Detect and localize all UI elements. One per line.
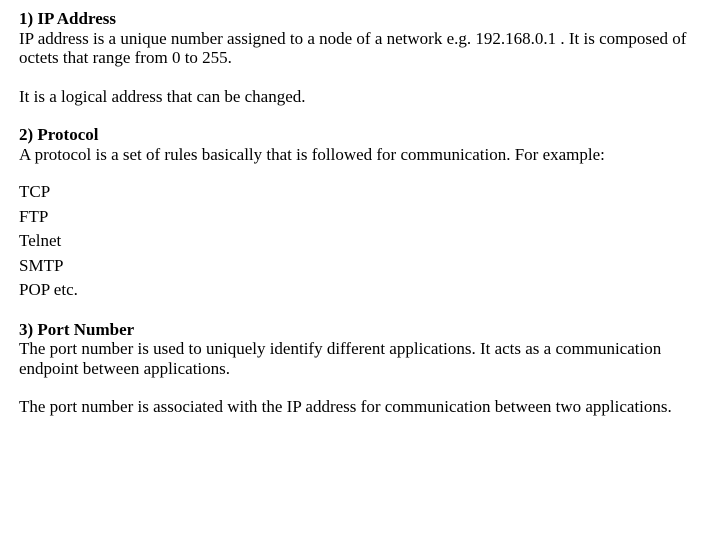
section-ip-address xyxy=(19,9,720,106)
list-item: FTP xyxy=(19,206,49,226)
paragraph: The port number is associated with the IP address for communication between two applications. xyxy=(19,397,672,416)
section-heading: 2) Protocol xyxy=(19,125,99,144)
list-item: TCP xyxy=(19,182,51,201)
section-port-number xyxy=(19,320,720,417)
protocol-list xyxy=(19,180,720,303)
list-item: POP etc. xyxy=(19,280,78,299)
list-item: Telnet xyxy=(19,231,62,250)
paragraph: It is a logical address that can be changed. xyxy=(19,86,306,106)
section-heading: 3) Port Number xyxy=(19,319,135,339)
section-heading: 1) IP Address xyxy=(19,9,116,28)
paragraph: IP address is a unique number assigned to a node of a network e.g. 192.168.0.1 . It is composed of octets that range from 0 to 255. xyxy=(19,28,687,67)
section-protocol xyxy=(19,125,720,303)
paragraph: The port number is used to uniquely identify different applications. It acts as a communication endpoint between applications. xyxy=(19,339,662,378)
paragraph: A protocol is a set of rules basically that is followed for communication. For example: xyxy=(19,144,605,164)
list-item: SMTP xyxy=(19,255,64,275)
